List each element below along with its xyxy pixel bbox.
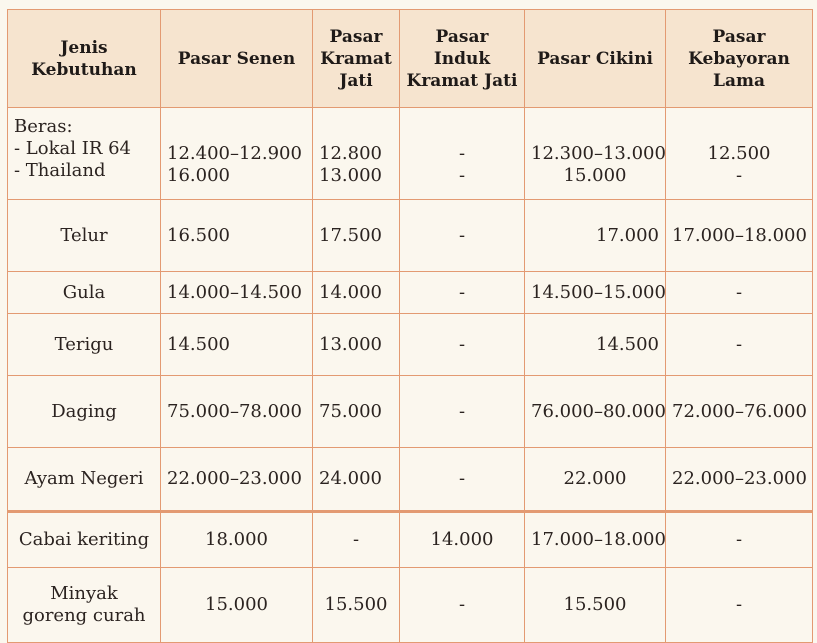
item-cabai-keriting: Cabai keriting <box>8 512 161 568</box>
cell-daging-induk: - <box>400 376 525 448</box>
cell-terigu-kramat-jati: 13.000 <box>313 314 400 376</box>
item-gula: Gula <box>8 272 161 314</box>
cell-minyak-kramat-jati: 15.500 <box>313 568 400 643</box>
table-row-terigu <box>8 314 813 376</box>
cell-gula-senen: 14.000–14.500 <box>161 272 313 314</box>
header-pasar-cikini: Pasar Cikini <box>525 10 666 108</box>
cell-beras-kebayoran: 12.500 - <box>666 108 813 200</box>
cell-cabai-senen: 18.000 <box>161 512 313 568</box>
table-row-daging <box>8 376 813 448</box>
cell-daging-kramat-jati: 75.000 <box>313 376 400 448</box>
cell-telur-induk: - <box>400 200 525 272</box>
cell-daging-kebayoran: 72.000–76.000 <box>666 376 813 448</box>
cell-beras-cikini: 12.300–13.000 15.000 <box>525 108 666 200</box>
item-terigu: Terigu <box>8 314 161 376</box>
cell-minyak-kebayoran: - <box>666 568 813 643</box>
cell-terigu-kebayoran: - <box>666 314 813 376</box>
cell-cabai-cikini: 17.000–18.000 <box>525 512 666 568</box>
cell-gula-kramat-jati: 14.000 <box>313 272 400 314</box>
cell-cabai-kramat-jati: - <box>313 512 400 568</box>
item-daging: Daging <box>8 376 161 448</box>
table-row-beras <box>8 108 813 200</box>
cell-ayam-kebayoran: 22.000–23.000 <box>666 448 813 512</box>
cell-ayam-cikini: 22.000 <box>525 448 666 512</box>
cell-beras-induk: - - <box>400 108 525 200</box>
header-pasar-senen: Pasar Senen <box>161 10 313 108</box>
header-pasar-kramat-jati: Pasar Kramat Jati <box>313 10 400 108</box>
cell-telur-kramat-jati: 17.500 <box>313 200 400 272</box>
table-row-telur <box>8 200 813 272</box>
cell-gula-induk: - <box>400 272 525 314</box>
cell-telur-senen: 16.500 <box>161 200 313 272</box>
cell-telur-cikini: 17.000 <box>525 200 666 272</box>
cell-minyak-senen: 15.000 <box>161 568 313 643</box>
cell-cabai-kebayoran: - <box>666 512 813 568</box>
cell-telur-kebayoran: 17.000–18.000 <box>666 200 813 272</box>
item-beras: Beras: - Lokal IR 64 - Thailand <box>8 108 161 200</box>
cell-gula-kebayoran: - <box>666 272 813 314</box>
cell-cabai-induk: 14.000 <box>400 512 525 568</box>
table-row-minyak-goreng-curah <box>8 568 813 643</box>
cell-beras-kramat-jati: 12.800 13.000 <box>313 108 400 200</box>
table-row-ayam-negeri <box>8 448 813 512</box>
item-minyak-goreng-curah: Minyak goreng curah <box>8 568 161 643</box>
cell-terigu-senen: 14.500 <box>161 314 313 376</box>
table-header-row <box>8 10 813 108</box>
cell-terigu-cikini: 14.500 <box>525 314 666 376</box>
cell-minyak-cikini: 15.500 <box>525 568 666 643</box>
cell-daging-cikini: 76.000–80.000 <box>525 376 666 448</box>
header-pasar-kebayoran-lama: Pasar Kebayoran Lama <box>666 10 813 108</box>
table-row-gula <box>8 272 813 314</box>
cell-ayam-induk: - <box>400 448 525 512</box>
item-telur: Telur <box>8 200 161 272</box>
cell-gula-cikini: 14.500–15.000 <box>525 272 666 314</box>
header-jenis-kebutuhan: Jenis Kebutuhan <box>8 10 161 108</box>
cell-ayam-kramat-jati: 24.000 <box>313 448 400 512</box>
header-pasar-induk-kramat-jati: Pasar Induk Kramat Jati <box>400 10 525 108</box>
item-ayam-negeri: Ayam Negeri <box>8 448 161 512</box>
table-row-cabai-keriting <box>8 512 813 568</box>
cell-terigu-induk: - <box>400 314 525 376</box>
cell-ayam-senen: 22.000–23.000 <box>161 448 313 512</box>
cell-daging-senen: 75.000–78.000 <box>161 376 313 448</box>
price-table <box>7 9 813 643</box>
cell-beras-senen: 12.400–12.900 16.000 <box>161 108 313 200</box>
cell-minyak-induk: - <box>400 568 525 643</box>
